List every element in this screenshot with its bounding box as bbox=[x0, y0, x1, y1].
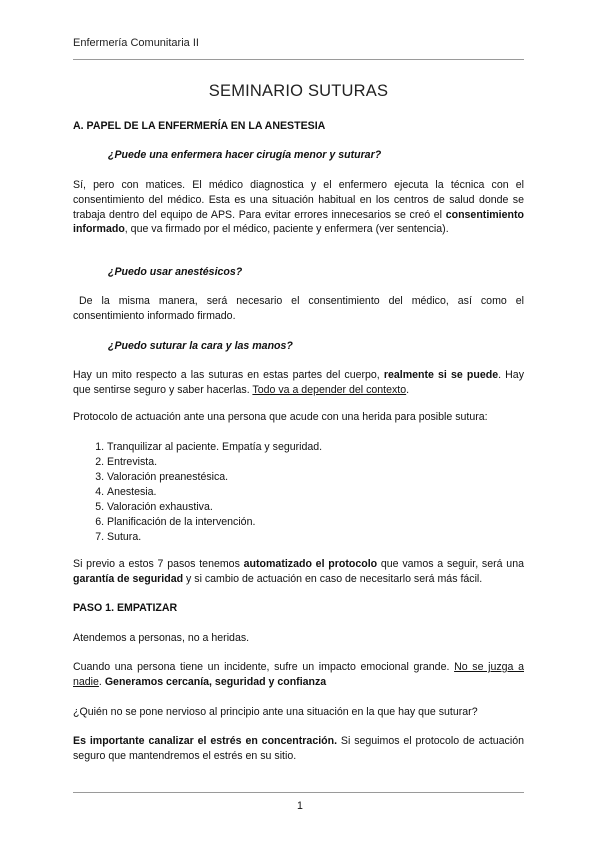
list-item: 5. Valoración exhaustiva. bbox=[107, 500, 322, 515]
running-header: Enfermería Comunitaria II bbox=[73, 37, 199, 49]
paragraph-2: De la misma manera, será necesario el consentimiento del médico, así como el consentimiento informado firmado. bbox=[73, 295, 524, 322]
list-item: 7. Sutura. bbox=[107, 530, 322, 545]
question-2: ¿Puedo usar anestésicos? bbox=[108, 266, 243, 278]
question-1: ¿Puede una enfermera hacer cirugía menor y suturar? bbox=[108, 149, 382, 161]
paso-1-heading: PASO 1. EMPATIZAR bbox=[73, 602, 178, 614]
page-title: SEMINARIO SUTURAS bbox=[208, 82, 389, 100]
emphasis-trust: Generamos cercanía, seguridad y confianza bbox=[104, 675, 327, 688]
header-rule bbox=[73, 59, 524, 60]
underlined-context: Todo va a depender del contexto bbox=[252, 383, 407, 396]
paragraph-protocol-intro: Protocolo de actuación ante una persona que acude con una herida para posible sutura: bbox=[73, 411, 488, 423]
underlined-no-judge: No se juzga a nadie bbox=[73, 661, 525, 688]
list-item: 2. Entrevista. bbox=[107, 455, 322, 470]
paragraph-4: Si previo a estos 7 pasos tenemos automatizado el protocolo que vamos a seguir, será una garantía de seguridad y si cambio de actuación en caso de necesitarlo será más fácil. bbox=[73, 558, 524, 585]
emphasis-safety: garantía de seguridad bbox=[73, 572, 184, 585]
list-item: 4. Anestesia. bbox=[107, 485, 322, 500]
page-number: 1 bbox=[297, 800, 303, 812]
paragraph-5: Atendemos a personas, no a heridas. bbox=[73, 632, 250, 644]
paragraph-6: Cuando una persona tiene un incidente, sufre un impacto emocional grande. No se juzga a nadie. Generamos cercanía, seguridad y confianza bbox=[73, 661, 525, 688]
list-item: 3. Valoración preanestésica. bbox=[107, 470, 322, 485]
protocol-steps-list bbox=[73, 440, 322, 545]
emphasis-stress: Es importante canalizar el estrés en concentración. bbox=[73, 735, 338, 747]
emphasis-consent: consentimiento informado bbox=[73, 208, 524, 236]
emphasis-yes: realmente si se puede bbox=[383, 369, 499, 381]
question-3: ¿Puedo suturar la cara y las manos? bbox=[108, 340, 293, 352]
list-item: 1. Tranquilizar al paciente. Empatía y seguridad. bbox=[107, 440, 322, 455]
paragraph-8: Es importante canalizar el estrés en concentración. Si seguimos el protocolo de actuación seguro que mantendremos el estrés en su sitio. bbox=[73, 735, 524, 762]
paragraph-7: ¿Quién no se pone nervioso al principio ante una situación en la que hay que suturar? bbox=[73, 706, 478, 718]
list-item: 6. Planificación de la intervención. bbox=[107, 515, 322, 530]
paragraph-3: Hay un mito respecto a las suturas en estas partes del cuerpo, realmente si se puede. Hay que sentirse seguro y saber hacerlas. Todo va a depender del contexto. bbox=[73, 369, 524, 396]
paragraph-1: Sí, pero con matices. El médico diagnostica y el enfermero ejecuta la técnica con el consentimiento del médico. Esta es una situación habitual en los centros de salud donde se trabaja dentro del equipo de APS. Para evitar errores innecesarios se creó el consentimiento informado, que va firmado por el médico, paciente y enfermera (ver sentencia). bbox=[73, 179, 524, 236]
section-a-heading: A. PAPEL DE LA ENFERMERÍA EN LA ANESTESIA bbox=[73, 120, 326, 132]
emphasis-protocol: automatizado el protocolo bbox=[243, 558, 378, 570]
footer-rule bbox=[73, 792, 524, 793]
